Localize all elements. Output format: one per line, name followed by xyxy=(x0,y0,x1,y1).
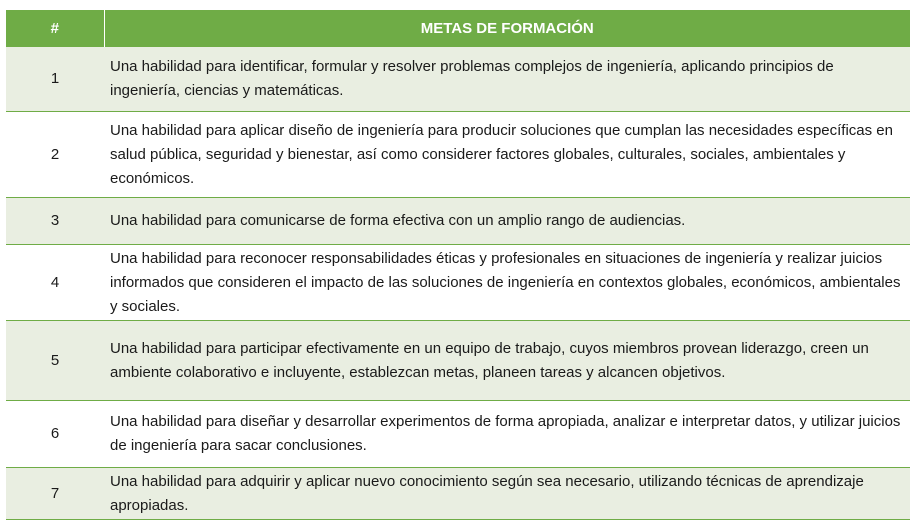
row-number: 1 xyxy=(6,47,104,112)
row-text: Una habilidad para adquirir y aplicar nuevo conocimiento según sea necesario, utilizando técnicas de aprendizaje apropiadas. xyxy=(104,468,910,520)
table-row xyxy=(6,47,910,112)
header-number: # xyxy=(6,10,104,47)
row-number: 3 xyxy=(6,198,104,245)
row-text: Una habilidad para diseñar y desarrollar experimentos de forma apropiada, analizar e interpretar datos, y utilizar juicios de ingeniería para sacar conclusiones. xyxy=(104,401,910,468)
table-row xyxy=(6,468,910,520)
table-header-row xyxy=(6,10,910,47)
row-text: Una habilidad para comunicarse de forma efectiva con un amplio rango de audiencias. xyxy=(104,198,910,245)
row-text: Una habilidad para aplicar diseño de ingeniería para producir soluciones que cumplan las necesidades específicas en salud pública, seguridad y bienestar, así como considerer factores globales, culturales, sociales, ambientales y económicos. xyxy=(104,112,910,198)
table-row xyxy=(6,245,910,321)
header-goals: METAS DE FORMACIÓN xyxy=(104,10,910,47)
table-row xyxy=(6,198,910,245)
table-row xyxy=(6,401,910,468)
row-text: Una habilidad para reconocer responsabilidades éticas y profesionales en situaciones de ingeniería y realizar juicios informados que consideren el impacto de las soluciones de ingeniería en contextos globales, económicos, ambientales y sociales. xyxy=(104,245,910,321)
row-number: 2 xyxy=(6,112,104,198)
table-row xyxy=(6,321,910,401)
row-number: 4 xyxy=(6,245,104,321)
row-number: 6 xyxy=(6,401,104,468)
row-number: 5 xyxy=(6,321,104,401)
table-row xyxy=(6,112,910,198)
row-text: Una habilidad para participar efectivamente en un equipo de trabajo, cuyos miembros provean liderazgo, creen un ambiente colaborativo e incluyente, establezcan metas, planeen tareas y alcancen objetivos. xyxy=(104,321,910,401)
goals-table-container xyxy=(6,10,910,520)
row-text: Una habilidad para identificar, formular y resolver problemas complejos de ingeniería, aplicando principios de ingeniería, ciencias y matemáticas. xyxy=(104,47,910,112)
row-number: 7 xyxy=(6,468,104,520)
training-goals-table xyxy=(6,10,910,520)
